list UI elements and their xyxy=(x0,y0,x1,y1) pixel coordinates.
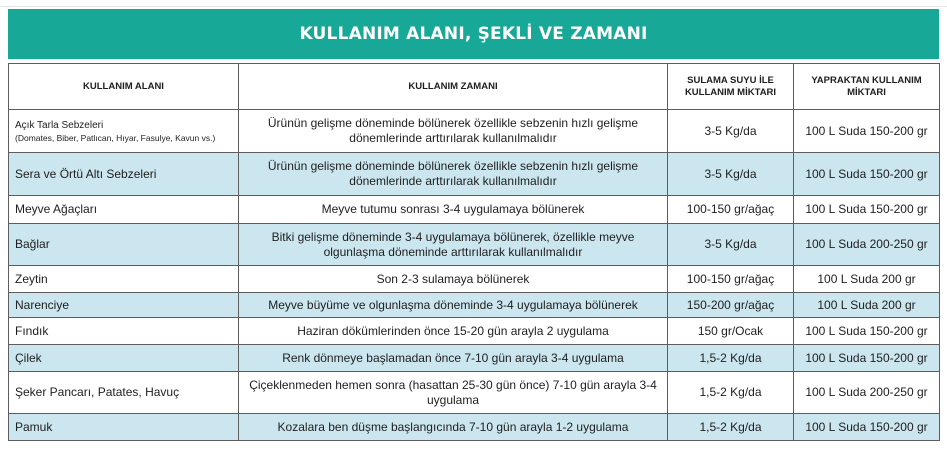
cell-irrigation: 3-5 Kg/da xyxy=(668,153,794,196)
cell-area: Sera ve Örtü Altı Sebzeleri xyxy=(9,153,239,196)
cell-time: Kozalara ben düşme başlangıcında 7-10 gün arayla 1-2 uygulama xyxy=(239,414,668,441)
cell-time: Ürünün gelişme döneminde bölünerek özellikle sebzenin hızlı gelişme dönemlerinde arttırılarak kullanılmalıdır xyxy=(239,110,668,153)
cell-foliar: 100 L Suda 150-200 gr xyxy=(794,414,940,441)
cell-time: Haziran dökümlerinden önce 15-20 gün arayla 2 uygulama xyxy=(239,318,668,345)
cell-foliar: 100 L Suda 150-200 gr xyxy=(794,110,940,153)
top-strip xyxy=(0,0,947,7)
table-row xyxy=(9,224,940,266)
cell-irrigation: 3-5 Kg/da xyxy=(668,110,794,153)
cell-area: Narenciye xyxy=(9,293,239,318)
table-row xyxy=(9,293,940,318)
cell-irrigation: 150-200 gr/ağaç xyxy=(668,293,794,318)
cell-area: Bağlar xyxy=(9,224,239,266)
table-row xyxy=(9,414,940,441)
cell-time: Çiçeklenmeden hemen sonra (hasattan 25-30 gün önce) 7-10 gün arayla 3-4 uygulama xyxy=(239,372,668,414)
cell-time: Son 2-3 sulamaya bölünerek xyxy=(239,266,668,293)
cell-irrigation: 3-5 Kg/da xyxy=(668,224,794,266)
cell-irrigation: 100-150 gr/ağaç xyxy=(668,196,794,224)
cell-time: Renk dönmeye başlamadan önce 7-10 gün arayla 3-4 uygulama xyxy=(239,345,668,372)
cell-time: Meyve tutumu sonrası 3-4 uygulamaya bölünerek xyxy=(239,196,668,224)
table-row xyxy=(9,345,940,372)
table-row xyxy=(9,266,940,293)
area-label: Açık Tarla Sebzeleri xyxy=(15,119,104,131)
cell-area: Zeytin xyxy=(9,266,239,293)
cell-time: Ürünün gelişme döneminde bölünerek özellikle sebzenin hızlı gelişme dönemlerinde arttırılarak kullanılmalıdır xyxy=(239,153,668,196)
cell-irrigation: 100-150 gr/ağaç xyxy=(668,266,794,293)
cell-area: Fındık xyxy=(9,318,239,345)
cell-irrigation: 150 gr/Ocak xyxy=(668,318,794,345)
cell-time: Meyve büyüme ve olgunlaşma döneminde 3-4 uygulamaya bölünerek xyxy=(239,293,668,318)
cell-foliar: 100 L Suda 200 gr xyxy=(794,266,940,293)
cell-area: Şeker Pancarı, Patates, Havuç xyxy=(9,372,239,414)
cell-time: Bitki gelişme döneminde 3-4 uygulamaya bölünerek, özellikle meyve olgunlaşma döneminde arttırılarak kullanılmalıdır xyxy=(239,224,668,266)
cell-foliar: 100 L Suda 150-200 gr xyxy=(794,153,940,196)
cell-area xyxy=(9,110,239,153)
cell-foliar: 100 L Suda 150-200 gr xyxy=(794,345,940,372)
table-row xyxy=(9,153,940,196)
table-row xyxy=(9,110,940,153)
usage-table xyxy=(8,63,940,441)
area-sublabel: (Domates, Biber, Patlıcan, Hıyar, Fasulye, Kavun vs.) xyxy=(15,132,216,143)
cell-irrigation: 1,5-2 Kg/da xyxy=(668,372,794,414)
cell-foliar: 100 L Suda 150-200 gr xyxy=(794,196,940,224)
cell-foliar: 100 L Suda 150-200 gr xyxy=(794,318,940,345)
header-usage-time: KULLANIM ZAMANI xyxy=(239,64,668,110)
cell-area: Meyve Ağaçları xyxy=(9,196,239,224)
cell-area: Çilek xyxy=(9,345,239,372)
table-row xyxy=(9,372,940,414)
cell-irrigation: 1,5-2 Kg/da xyxy=(668,345,794,372)
page-title: KULLANIM ALANI, ŞEKLİ VE ZAMANI xyxy=(8,9,939,59)
cell-foliar: 100 L Suda 200-250 gr xyxy=(794,224,940,266)
cell-foliar: 100 L Suda 200 gr xyxy=(794,293,940,318)
header-foliar-amount: YAPRAKTAN KULLANIM MİKTARI xyxy=(794,64,940,110)
table-row xyxy=(9,196,940,224)
cell-area: Pamuk xyxy=(9,414,239,441)
table-header-row xyxy=(9,64,940,110)
cell-irrigation: 1,5-2 Kg/da xyxy=(668,414,794,441)
header-usage-area: KULLANIM ALANI xyxy=(9,64,239,110)
cell-foliar: 100 L Suda 200-250 gr xyxy=(794,372,940,414)
header-irrigation-amount: SULAMA SUYU İLE KULLANIM MİKTARI xyxy=(668,64,794,110)
table-row xyxy=(9,318,940,345)
